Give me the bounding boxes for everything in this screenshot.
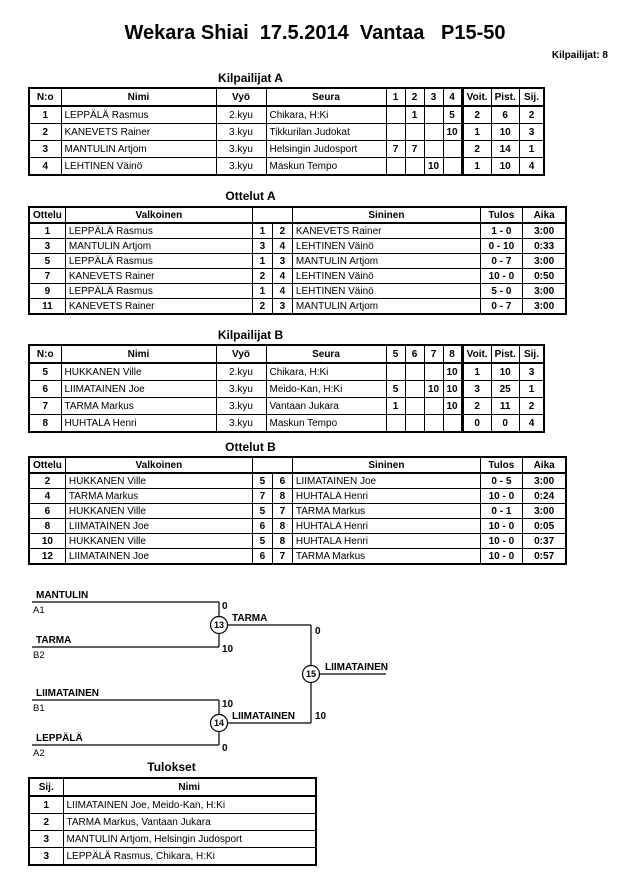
white-player: TARMA Markus: [65, 489, 252, 504]
belt-grade: 2.kyu: [216, 106, 266, 124]
time: 3:00: [522, 504, 566, 519]
col-player-numbers: [252, 207, 292, 223]
white-player-number: 1: [252, 223, 272, 239]
placement: 2: [519, 106, 544, 124]
col-wins: Voit.: [462, 88, 491, 106]
col-match: Ottelu: [29, 457, 65, 473]
col-vs-4: 4: [443, 88, 462, 106]
club: Maskun Tempo: [266, 415, 386, 433]
match-number: 5: [29, 254, 65, 269]
col-result: Tulos: [480, 457, 522, 473]
col-belt: Vyö: [216, 345, 266, 363]
blue-player-number: 4: [272, 284, 292, 299]
header-row: [29, 457, 566, 473]
belt-grade: 3.kyu: [216, 158, 266, 176]
competitor-number: 3: [29, 141, 61, 158]
kilpailijat-a-table: [28, 87, 545, 176]
placement: 3: [29, 848, 63, 866]
score-cell: 10: [443, 363, 462, 381]
match-row: [29, 489, 566, 504]
white-player-number: 3: [252, 239, 272, 254]
match-number: 9: [29, 284, 65, 299]
blue-player: HUHTALA Henri: [292, 489, 480, 504]
white-player-number: 5: [252, 504, 272, 519]
time: 0:24: [522, 489, 566, 504]
competitor-name: HUKKANEN Ville: [61, 363, 216, 381]
score-cell: [386, 124, 405, 141]
blue-player: LEHTINEN Väinö: [292, 239, 480, 254]
kilpailijat-a-heading: Kilpailijat A: [218, 71, 283, 85]
white-player-number: 5: [252, 473, 272, 489]
col-result: Tulos: [480, 207, 522, 223]
placement: 4: [519, 415, 544, 433]
match-row: [29, 473, 566, 489]
time: 0:57: [522, 549, 566, 565]
score-cell: [405, 398, 424, 415]
score-cell: [424, 106, 443, 124]
competitor-row: [29, 141, 544, 158]
competitor-name: MANTULIN Artjom: [61, 141, 216, 158]
ottelut-b-heading: Ottelut B: [225, 440, 276, 454]
time: 3:00: [522, 473, 566, 489]
competitor-row: [29, 124, 544, 141]
white-player-number: 1: [252, 284, 272, 299]
score-cell: 10: [424, 381, 443, 398]
bracket-score: 10: [222, 699, 234, 710]
result-name: TARMA Markus, Vantaan Jukara: [63, 814, 316, 831]
time: 3:00: [522, 223, 566, 239]
result-name: LEPPÄLÄ Rasmus, Chikara, H:Ki: [63, 848, 316, 866]
score-cell: [424, 141, 443, 158]
tulokset-heading: Tulokset: [147, 760, 196, 774]
match-row: [29, 534, 566, 549]
ottelut-b-table: [28, 456, 567, 565]
white-player: MANTULIN Artjom: [65, 239, 252, 254]
bracket-score: 0: [315, 626, 321, 637]
wins: 2: [462, 106, 491, 124]
placement: 1: [519, 381, 544, 398]
belt-grade: 3.kyu: [216, 398, 266, 415]
bracket-winner: LIIMATAINEN: [232, 711, 295, 722]
white-player-number: 5: [252, 534, 272, 549]
bracket-seed: A2: [33, 748, 45, 759]
col-name: Nimi: [61, 88, 216, 106]
match-row: [29, 223, 566, 239]
score-cell: 5: [386, 381, 405, 398]
wins: 1: [462, 363, 491, 381]
result-row: [29, 831, 316, 848]
competitor-number: 7: [29, 398, 61, 415]
placement: 1: [29, 796, 63, 814]
score-cell: [386, 158, 405, 176]
result: 10 - 0: [480, 269, 522, 284]
points: 10: [491, 363, 519, 381]
time: 3:00: [522, 299, 566, 315]
result: 10 - 0: [480, 549, 522, 565]
blue-player-number: 2: [272, 223, 292, 239]
result: 0 - 7: [480, 299, 522, 315]
score-cell: [424, 363, 443, 381]
bracket-seed: A1: [33, 605, 45, 616]
competitor-name: LIIMATAINEN Joe: [61, 381, 216, 398]
blue-player: MANTULIN Artjom: [292, 299, 480, 315]
match-number: 8: [29, 519, 65, 534]
blue-player: LIIMATAINEN Joe: [292, 473, 480, 489]
club: Chikara, H:Ki: [266, 106, 386, 124]
placement: 3: [29, 831, 63, 848]
col-wins: Voit.: [462, 345, 491, 363]
blue-player-number: 4: [272, 239, 292, 254]
match-number: 1: [29, 223, 65, 239]
wins: 3: [462, 381, 491, 398]
score-cell: 7: [405, 141, 424, 158]
white-player: KANEVETS Rainer: [65, 269, 252, 284]
placement: 2: [519, 398, 544, 415]
match-number: 12: [29, 549, 65, 565]
white-player-number: 7: [252, 489, 272, 504]
match-number: 13: [213, 620, 225, 630]
blue-player-number: 3: [272, 299, 292, 315]
match-number: 4: [29, 489, 65, 504]
match-row: [29, 284, 566, 299]
kilpailijat-b-table: [28, 344, 545, 433]
result: 10 - 0: [480, 534, 522, 549]
wins: 0: [462, 415, 491, 433]
blue-player: TARMA Markus: [292, 549, 480, 565]
col-vs-2: 2: [405, 88, 424, 106]
ottelut-a-table: [28, 206, 567, 315]
col-blue: Sininen: [292, 457, 480, 473]
blue-player: HUHTALA Henri: [292, 519, 480, 534]
kilpailijat-b-heading: Kilpailijat B: [217, 328, 284, 342]
col-vs-8: 8: [443, 345, 462, 363]
col-belt: Vyö: [216, 88, 266, 106]
score-cell: [443, 141, 462, 158]
competitor-name: TARMA Markus: [61, 398, 216, 415]
blue-player-number: 8: [272, 534, 292, 549]
white-player-number: 1: [252, 254, 272, 269]
club: Helsingin Judosport: [266, 141, 386, 158]
score-cell: 1: [405, 106, 424, 124]
white-player: LIIMATAINEN Joe: [65, 549, 252, 565]
club: Chikara, H:Ki: [266, 363, 386, 381]
white-player-number: 6: [252, 519, 272, 534]
competitor-count: Kilpailijat: 8: [551, 50, 608, 61]
match-row: [29, 299, 566, 315]
score-cell: [405, 363, 424, 381]
match-number: 7: [29, 269, 65, 284]
time: 0:05: [522, 519, 566, 534]
result-row: [29, 848, 316, 866]
match-number: 6: [29, 504, 65, 519]
club: Meido-Kan, H:Ki: [266, 381, 386, 398]
placement: 1: [519, 141, 544, 158]
blue-player-number: 6: [272, 473, 292, 489]
score-cell: [405, 158, 424, 176]
competitor-number: 2: [29, 124, 61, 141]
col-placement: Sij.: [519, 345, 544, 363]
blue-player: HUHTALA Henri: [292, 534, 480, 549]
time: 0:50: [522, 269, 566, 284]
white-player: HUKKANEN Ville: [65, 473, 252, 489]
placement: 3: [519, 124, 544, 141]
competitor-row: [29, 158, 544, 176]
result-row: [29, 814, 316, 831]
header-row: [29, 345, 544, 363]
bracket-player: MANTULIN: [36, 590, 89, 601]
score-cell: 5: [443, 106, 462, 124]
match-number: 11: [29, 299, 65, 315]
match-number: 15: [305, 669, 317, 679]
score-cell: [405, 415, 424, 433]
white-player: LEPPÄLÄ Rasmus: [65, 284, 252, 299]
match-row: [29, 254, 566, 269]
white-player: LEPPÄLÄ Rasmus: [65, 254, 252, 269]
header-row: [29, 207, 566, 223]
white-player: LEPPÄLÄ Rasmus: [65, 223, 252, 239]
time: 0:37: [522, 534, 566, 549]
wins: 1: [462, 124, 491, 141]
club: Tikkurilan Judokat: [266, 124, 386, 141]
match-number: 10: [29, 534, 65, 549]
header-row: [29, 778, 316, 796]
score-cell: 10: [443, 398, 462, 415]
score-cell: [405, 124, 424, 141]
score-cell: [386, 106, 405, 124]
match-row: [29, 504, 566, 519]
wins: 2: [462, 141, 491, 158]
match-number: 2: [29, 473, 65, 489]
col-vs-3: 3: [424, 88, 443, 106]
blue-player: TARMA Markus: [292, 504, 480, 519]
club: Vantaan Jukara: [266, 398, 386, 415]
col-vs-5: 5: [386, 345, 405, 363]
competitor-number: 4: [29, 158, 61, 176]
score-cell: 10: [424, 158, 443, 176]
col-points: Pist.: [491, 345, 519, 363]
blue-player-number: 4: [272, 269, 292, 284]
competitor-name: LEHTINEN Väinö: [61, 158, 216, 176]
time: 0:33: [522, 239, 566, 254]
col-points: Pist.: [491, 88, 519, 106]
result: 0 - 5: [480, 473, 522, 489]
col-blue: Sininen: [292, 207, 480, 223]
points: 11: [491, 398, 519, 415]
blue-player-number: 8: [272, 489, 292, 504]
competitor-row: [29, 363, 544, 381]
bracket-player: LIIMATAINEN: [36, 688, 99, 699]
match-row: [29, 549, 566, 565]
finals-bracket: [0, 578, 630, 764]
header-row: [29, 88, 544, 106]
bracket-score: 0: [222, 601, 228, 612]
competitor-row: [29, 415, 544, 433]
col-vs-1: 1: [386, 88, 405, 106]
col-placement: Sij.: [29, 778, 63, 796]
col-match: Ottelu: [29, 207, 65, 223]
score-cell: [386, 363, 405, 381]
competitor-number: 5: [29, 363, 61, 381]
white-player-number: 2: [252, 269, 272, 284]
match-number: 3: [29, 239, 65, 254]
bracket-seed: B2: [33, 650, 45, 661]
col-club: Seura: [266, 345, 386, 363]
col-name: Nimi: [61, 345, 216, 363]
belt-grade: 3.kyu: [216, 141, 266, 158]
belt-grade: 3.kyu: [216, 415, 266, 433]
bracket-champion: LIIMATAINEN: [325, 662, 388, 673]
ottelut-a-heading: Ottelut A: [225, 189, 276, 203]
blue-player: LEHTINEN Väinö: [292, 269, 480, 284]
bracket-score: 10: [315, 711, 327, 722]
result: 10 - 0: [480, 519, 522, 534]
white-player-number: 6: [252, 549, 272, 565]
blue-player-number: 8: [272, 519, 292, 534]
col-number: N:o: [29, 345, 61, 363]
result: 10 - 0: [480, 489, 522, 504]
col-time: Aika: [522, 207, 566, 223]
match-row: [29, 239, 566, 254]
col-placement: Sij.: [519, 88, 544, 106]
club: Maskun Tempo: [266, 158, 386, 176]
placement: 3: [519, 363, 544, 381]
page-title: Wekara Shiai 17.5.2014 Vantaa P15-50: [124, 22, 506, 44]
bracket-winner: TARMA: [232, 613, 268, 624]
score-cell: 10: [443, 124, 462, 141]
result: 1 - 0: [480, 223, 522, 239]
result: 5 - 0: [480, 284, 522, 299]
placement: 2: [29, 814, 63, 831]
competitor-row: [29, 106, 544, 124]
points: 6: [491, 106, 519, 124]
match-row: [29, 269, 566, 284]
score-cell: [424, 415, 443, 433]
col-player-numbers: [252, 457, 292, 473]
score-cell: 1: [386, 398, 405, 415]
bracket-score: 10: [222, 644, 234, 655]
points: 10: [491, 158, 519, 176]
result-name: MANTULIN Artjom, Helsingin Judosport: [63, 831, 316, 848]
score-cell: 7: [386, 141, 405, 158]
white-player: LIIMATAINEN Joe: [65, 519, 252, 534]
col-time: Aika: [522, 457, 566, 473]
score-cell: [443, 415, 462, 433]
score-cell: [405, 381, 424, 398]
bracket-score: 0: [222, 743, 228, 754]
blue-player-number: 7: [272, 549, 292, 565]
match-row: [29, 519, 566, 534]
bracket-player: TARMA: [36, 635, 72, 646]
blue-player: MANTULIN Artjom: [292, 254, 480, 269]
bracket-player: LEPPÄLÄ: [36, 733, 83, 744]
belt-grade: 3.kyu: [216, 124, 266, 141]
competitor-number: 6: [29, 381, 61, 398]
bracket-seed: B1: [33, 703, 45, 714]
blue-player-number: 3: [272, 254, 292, 269]
belt-grade: 2.kyu: [216, 363, 266, 381]
blue-player: KANEVETS Rainer: [292, 223, 480, 239]
score-cell: [424, 398, 443, 415]
col-name: Nimi: [63, 778, 316, 796]
white-player: KANEVETS Rainer: [65, 299, 252, 315]
tulokset-table: [28, 777, 317, 866]
col-vs-6: 6: [405, 345, 424, 363]
score-cell: [424, 124, 443, 141]
match-number: 14: [213, 718, 225, 728]
result: 0 - 1: [480, 504, 522, 519]
competitor-name: HUHTALA Henri: [61, 415, 216, 433]
points: 14: [491, 141, 519, 158]
competitor-number: 8: [29, 415, 61, 433]
result: 0 - 7: [480, 254, 522, 269]
competitor-row: [29, 398, 544, 415]
result: 0 - 10: [480, 239, 522, 254]
white-player-number: 2: [252, 299, 272, 315]
points: 10: [491, 124, 519, 141]
col-white: Valkoinen: [65, 457, 252, 473]
col-vs-7: 7: [424, 345, 443, 363]
points: 25: [491, 381, 519, 398]
result-name: LIIMATAINEN Joe, Meido-Kan, H:Ki: [63, 796, 316, 814]
col-club: Seura: [266, 88, 386, 106]
wins: 1: [462, 158, 491, 176]
points: 0: [491, 415, 519, 433]
time: 3:00: [522, 254, 566, 269]
wins: 2: [462, 398, 491, 415]
white-player: HUKKANEN Ville: [65, 534, 252, 549]
competitor-name: LEPPÄLÄ Rasmus: [61, 106, 216, 124]
competitor-number: 1: [29, 106, 61, 124]
score-cell: [443, 158, 462, 176]
white-player: HUKKANEN Ville: [65, 504, 252, 519]
time: 3:00: [522, 284, 566, 299]
score-cell: 10: [443, 381, 462, 398]
score-cell: [386, 415, 405, 433]
col-white: Valkoinen: [65, 207, 252, 223]
blue-player: LEHTINEN Väinö: [292, 284, 480, 299]
competitor-name: KANEVETS Rainer: [61, 124, 216, 141]
col-number: N:o: [29, 88, 61, 106]
result-row: [29, 796, 316, 814]
placement: 4: [519, 158, 544, 176]
blue-player-number: 7: [272, 504, 292, 519]
competitor-row: [29, 381, 544, 398]
belt-grade: 3.kyu: [216, 381, 266, 398]
